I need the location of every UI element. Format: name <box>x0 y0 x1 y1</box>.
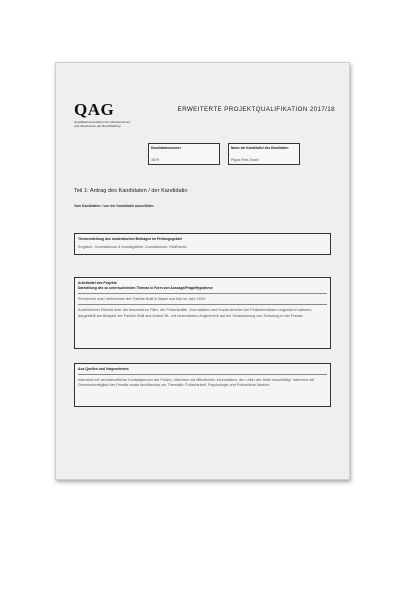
project-text-2: Ausführlicher Bericht über die besonderen Fälle, die Polizeikräfte, Journalisten und Sozial-Arbeiter bei Polizeieinsätzen ungenannt nahmen, dargestellt am Beispiel der Familie Bolli aus Andorf BL, mit besonderem Augenmerk auf die Veranlassung von Schulung in der Presse. <box>78 308 313 318</box>
document-title: ERWEITERTE PROJEKTQUALIFIKATION 2017/18 <box>177 106 335 113</box>
candidate-number-label: Kandidatennummer <box>151 146 181 150</box>
sources-box[interactable] <box>74 363 331 407</box>
sources-divider <box>78 374 327 375</box>
sources-text: Interview mit verantwortlicher Kontaktperson der Polizei, Interview mit öffentlichen Journalisten, der Leiter der Halle beschäftigt. Interview mit Gemeindemitglied der Familie sowie fachliteratur zur Thematik: Polizeiarbeit, Psychologie und Polizeiliche Medien. <box>78 378 315 388</box>
project-sublabel: Darstellung des zu untersuchenden Themas in Form von Aussage/Frage/Hypothese <box>78 286 213 290</box>
project-label: Arbeitstitel des Projekts <box>78 281 117 285</box>
candidate-number-value: 4579 <box>151 158 159 162</box>
topic-text: Englisch: Journalismus & investigativer Journalismus: Straf'recht. <box>78 245 188 249</box>
topic-box[interactable] <box>74 233 331 255</box>
part-instruction: Vom Kandidaten / von der Kandidatin auszufüllen <box>74 204 154 208</box>
topic-label: Themenstellung des studentischen Beitrages im Prüfungsgebiet <box>78 237 182 241</box>
logo-subline-1: Qualifikationsverfahren für Absolventinnen <box>74 120 131 124</box>
qag-logo <box>74 101 144 128</box>
candidate-name-field[interactable] <box>228 143 300 165</box>
sources-label: Aus Quellen und Vorgesehenes <box>78 367 129 371</box>
logo-subline-2: und Absolventen der Berufsbildung <box>74 124 121 129</box>
candidate-name-value: Pippa Fritz-Strahl <box>231 158 259 162</box>
logo-wordmark: QAG <box>74 100 115 119</box>
project-divider <box>78 293 327 294</box>
document-page <box>55 62 350 480</box>
project-divider-2 <box>78 304 327 305</box>
part-heading: Teil 1: Antrag des Kandidaten / der Kandidatin <box>74 188 188 194</box>
candidate-name-label: Name der Kandidatin/ des Kandidaten <box>231 146 289 150</box>
candidate-number-field[interactable] <box>148 143 220 165</box>
project-box[interactable] <box>74 277 331 349</box>
project-text-1: Recherche zum Verbrechen der Familie Bolli in Basel und Alle im Jahr 2002. <box>78 297 207 301</box>
